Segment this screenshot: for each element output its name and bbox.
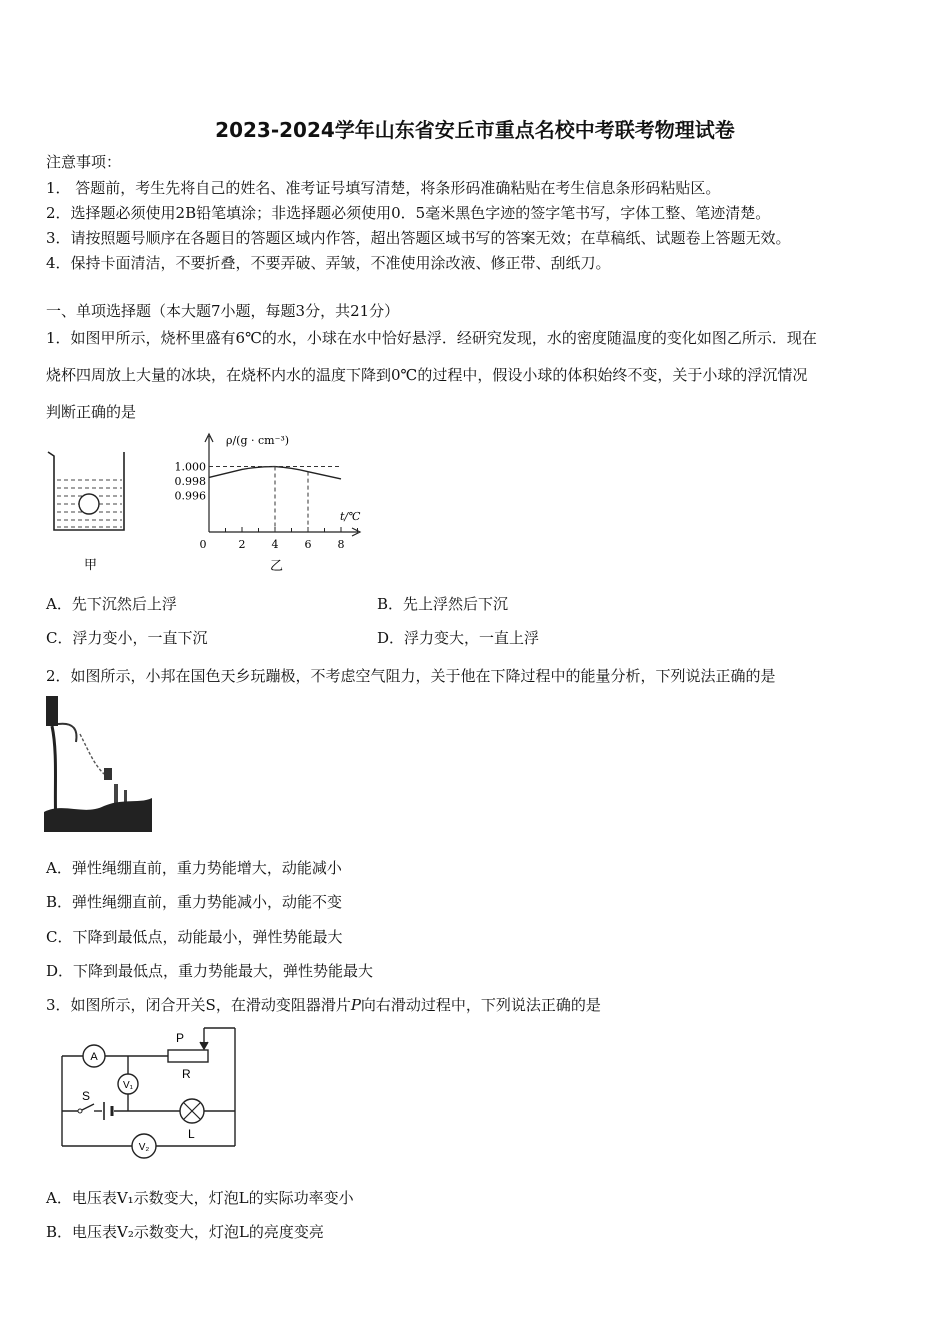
fig-jia-label: 甲 xyxy=(84,558,98,573)
platform-tower xyxy=(46,696,58,726)
x-tick-label: 8 xyxy=(337,538,345,551)
notice-item: 2．选择题必须使用2B铅笔填涂；非选择题必须使用0．5毫米黑色字迹的签字笔书写，字体工整、笔迹清楚。 xyxy=(46,204,771,222)
section-heading: 一、单项选择题（本大题7小题，每题3分，共21分） xyxy=(46,302,400,320)
rheostat-R xyxy=(168,1050,208,1062)
question-3-stem xyxy=(46,994,601,1015)
question-2-stem: 2．如图所示，小邦在国色天乡玩蹦极，不考虑空气阻力，关于他在下降过程中的能量分析，下列说法正确的是 xyxy=(46,667,776,685)
y-axis-label: ρ/(g · cm⁻³) xyxy=(226,434,290,447)
option-a: A．先下沉然后上浮 xyxy=(46,595,177,613)
density-chart xyxy=(160,428,390,578)
fig-yi-label: 乙 xyxy=(270,559,284,574)
s-label: S xyxy=(82,1089,91,1103)
option-d: D．浮力变大，一直上浮 xyxy=(377,629,540,647)
option-b: B．先上浮然后下沉 xyxy=(377,595,509,613)
ammeter-label: A xyxy=(90,1051,98,1063)
question-1-line: 判断正确的是 xyxy=(46,403,137,421)
q3-stem-post: 向右滑动过程中，下列说法正确的是 xyxy=(360,996,601,1014)
q3-stem-pre: 3．如图所示，闭合开关S，在滑动变阻器滑片 xyxy=(46,996,351,1014)
slider-arrow xyxy=(200,1042,208,1049)
x-tick-label: 4 xyxy=(271,538,279,551)
x-axis-label: t/℃ xyxy=(340,510,361,523)
y-tick-label: 0.996 xyxy=(174,489,206,503)
page-title: 2023-2024学年山东省安丘市重点名校中考联考物理试卷 xyxy=(215,118,735,142)
option-c: C．浮力变小，一直下沉 xyxy=(46,629,208,647)
l-label: L xyxy=(188,1127,195,1141)
q2-option-c: C．下降到最低点，动能最小，弹性势能最大 xyxy=(46,928,343,946)
notice-heading: 注意事项： xyxy=(46,153,122,171)
x-tick-label: 0 xyxy=(199,538,207,551)
question-1-line: 烧杯四周放上大量的冰块，在烧杯内水的温度下降到0℃的过程中，假设小球的体积始终不变，关于小球的浮沉情况 xyxy=(46,366,808,384)
q3-option-a: A．电压表V₁示数变大，灯泡L的实际功率变小 xyxy=(46,1189,354,1207)
q2-option-d: D．下降到最低点，重力势能最大，弹性势能最大 xyxy=(46,962,374,980)
circuit-diagram xyxy=(54,1022,244,1160)
r-label: R xyxy=(182,1067,191,1081)
q3-option-b: B．电压表V₂示数变大，灯泡L的亮度变亮 xyxy=(46,1223,324,1241)
bungee-photo xyxy=(44,694,152,832)
p-label: P xyxy=(176,1031,185,1045)
q2-option-b: B．弹性绳绷直前，重力势能减小，动能不变 xyxy=(46,893,343,911)
q2-option-a: A．弹性绳绷直前，重力势能增大，动能减小 xyxy=(46,859,342,877)
beaker-outline xyxy=(48,452,124,530)
y-tick-label: 1.000 xyxy=(174,460,206,474)
x-tick-label: 6 xyxy=(304,538,312,551)
notice-item: 4．保持卡面清洁，不要折叠，不要弄破、弄皱，不准使用涂改液、修正带、刮纸刀。 xyxy=(46,254,611,272)
notice-item: 3．请按照题号顺序在各题目的答题区域内作答，超出答题区域书写的答案无效；在草稿纸、试题卷上答题无效。 xyxy=(46,229,791,247)
y-tick-label: 0.998 xyxy=(174,475,206,489)
q3-stem-p: P xyxy=(350,996,361,1014)
beaker-figure xyxy=(44,446,134,576)
notice-item: 1． 答题前，考生先将自己的姓名、准考证号填写清楚，将条形码准确粘贴在考生信息条形码粘贴区。 xyxy=(46,179,721,197)
x-tick-label: 2 xyxy=(238,538,246,551)
question-1-line: 1．如图甲所示，烧杯里盛有6℃的水，小球在水中恰好悬浮．经研究发现，水的密度随温度的变化如图乙所示．现在 xyxy=(46,329,817,347)
v1-label: V₁ xyxy=(122,1080,134,1091)
v2-label: V₂ xyxy=(138,1142,150,1153)
ball xyxy=(79,494,99,514)
switch-S xyxy=(78,1109,82,1113)
